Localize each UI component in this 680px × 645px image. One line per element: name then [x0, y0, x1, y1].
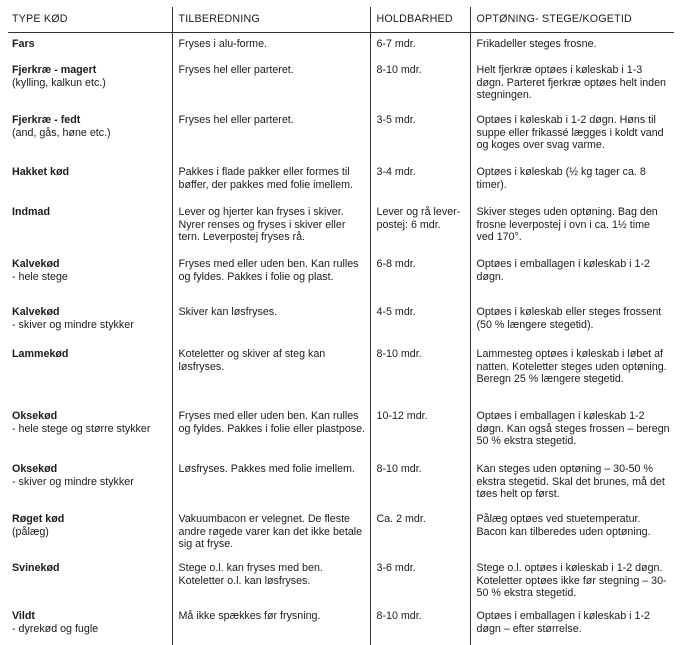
- preparation-cell: Løsfryses. Pakkes med folie imellem.: [172, 458, 370, 508]
- header-thawing: OPTØNING- STEGE/KOGETID: [470, 7, 674, 32]
- table-row: [8, 405, 674, 458]
- meat-type-subtitle: - hele stege: [12, 270, 68, 283]
- header-type: TYPE KØD: [8, 7, 172, 32]
- table-body: [8, 32, 674, 645]
- table-row: [8, 458, 674, 508]
- shelf-life-cell: 8-10 mdr.: [370, 605, 470, 645]
- meat-type-name: Hakket kød: [12, 166, 70, 179]
- table-row: [8, 201, 674, 253]
- table-row: [8, 605, 674, 645]
- table-row: [8, 161, 674, 201]
- header-shelf-life: HOLDBARHED: [370, 7, 470, 32]
- preparation-cell: Fryses med eller uden ben. Kan rulles og fyldes. Pakkes i folie og plast.: [172, 253, 370, 301]
- meat-type-name: Kalvekød: [12, 306, 60, 319]
- meat-type-name: Indmad: [12, 206, 51, 219]
- preparation-cell: Fryses hel eller parteret.: [172, 59, 370, 109]
- meat-type-name: Oksekød: [12, 410, 58, 423]
- shelf-life-cell: Ca. 2 mdr.: [370, 508, 470, 557]
- table-row: [8, 508, 674, 557]
- table-row: [8, 343, 674, 405]
- meat-type-cell: [8, 557, 172, 605]
- meat-type-cell: [8, 253, 172, 301]
- meat-type-name: Svinekød: [12, 562, 60, 575]
- shelf-life-cell: 3-5 mdr.: [370, 109, 470, 161]
- meat-type-subtitle: - hele stege og større stykker: [12, 422, 151, 435]
- meat-type-cell: [8, 109, 172, 161]
- shelf-life-cell: 8-10 mdr.: [370, 59, 470, 109]
- meat-type-cell: [8, 32, 172, 59]
- meat-type-subtitle: (kylling, kalkun etc.): [12, 76, 106, 89]
- meat-type-subtitle: (pålæg): [12, 525, 49, 538]
- meat-type-cell: [8, 59, 172, 109]
- thawing-cell: Optøes i køleskab eller steges frossent (50 % længere stegetid).: [470, 301, 674, 343]
- shelf-life-cell: 3-4 mdr.: [370, 161, 470, 201]
- thawing-cell: Optøes i emballagen i køleskab i 1-2 døgn.: [470, 253, 674, 301]
- thawing-cell: Lammesteg optøes i køleskab i løbet af natten. Koteletter steges uden optøning. Beregn 25 % længere stegetid.: [470, 343, 674, 405]
- preparation-cell: Skiver kan løsfryses.: [172, 301, 370, 343]
- thawing-cell: Stege o.l. optøes i køleskab i 1-2 døgn. Koteletter optøes ikke før stegning – 30-50 % ekstra stegetid.: [470, 557, 674, 605]
- shelf-life-cell: Lever og rå lever-postej: 6 mdr.: [370, 201, 470, 253]
- meat-type-name: Fjerkræ - magert: [12, 64, 97, 77]
- preparation-cell: Koteletter og skiver af steg kan løsfryses.: [172, 343, 370, 405]
- meat-type-cell: [8, 161, 172, 201]
- meat-type-cell: [8, 405, 172, 458]
- meat-type-name: Vildt: [12, 610, 35, 623]
- preparation-cell: Vakuumbacon er velegnet. De fleste andre røgede varer kan det ikke betale sig at fryse.: [172, 508, 370, 557]
- table-row: [8, 59, 674, 109]
- table-row: [8, 32, 674, 59]
- meat-type-name: Fars: [12, 37, 35, 50]
- meat-type-cell: [8, 201, 172, 253]
- meat-type-cell: [8, 508, 172, 557]
- preparation-cell: Må ikke spækkes før frysning.: [172, 605, 370, 645]
- thawing-cell: Optøes i emballagen i køleskab i 1-2 døgn – efter størrelse.: [470, 605, 674, 645]
- preparation-cell: Fryses med eller uden ben. Kan rulles og fyldes. Pakkes i folie eller plastpose.: [172, 405, 370, 458]
- preparation-cell: Fryses hel eller parteret.: [172, 109, 370, 161]
- shelf-life-cell: 4-5 mdr.: [370, 301, 470, 343]
- meat-type-cell: [8, 605, 172, 645]
- meat-type-name: Lammekød: [12, 348, 69, 361]
- table-row: [8, 109, 674, 161]
- meat-type-subtitle: - skiver og mindre stykker: [12, 318, 134, 331]
- shelf-life-cell: 10-12 mdr.: [370, 405, 470, 458]
- meat-type-name: Røget kød: [12, 513, 65, 526]
- shelf-life-cell: 6-7 mdr.: [370, 32, 470, 59]
- header-prep: TILBEREDNING: [172, 7, 370, 32]
- meat-type-cell: [8, 343, 172, 405]
- table-row: [8, 301, 674, 343]
- shelf-life-cell: 8-10 mdr.: [370, 343, 470, 405]
- thawing-cell: Frikadeller steges frosne.: [470, 32, 674, 59]
- meat-type-name: Kalvekød: [12, 258, 60, 271]
- thawing-cell: Optøes i køleskab i 1-2 døgn. Høns til suppe eller frikassé lægges i koldt vand og koges over svag varme.: [470, 109, 674, 161]
- shelf-life-cell: 6-8 mdr.: [370, 253, 470, 301]
- thawing-cell: Skiver steges uden optøning. Bag den frosne leverpostej i ovn i ca. 1½ time ved 170°.: [470, 201, 674, 253]
- thawing-cell: Kan steges uden optøning – 30-50 % ekstra stegetid. Skal det brunes, må det tøes helt op først.: [470, 458, 674, 508]
- shelf-life-cell: 8-10 mdr.: [370, 458, 470, 508]
- meat-type-subtitle: - dyrekød og fugle: [12, 622, 99, 635]
- table-row: [8, 557, 674, 605]
- meat-type-subtitle: - skiver og mindre stykker: [12, 475, 134, 488]
- shelf-life-cell: 3-6 mdr.: [370, 557, 470, 605]
- meat-type-name: Oksekød: [12, 463, 58, 476]
- meat-type-cell: [8, 301, 172, 343]
- thawing-cell: Helt fjerkræ optøes i køleskab i 1-3 døgn. Parteret fjerkræ optøes helt inden stegningen.: [470, 59, 674, 109]
- header-row: [8, 7, 674, 32]
- preparation-cell: Stege o.l. kan fryses med ben. Koteletter o.l. kan løsfryses.: [172, 557, 370, 605]
- preparation-cell: Lever og hjerter kan fryses i skiver. Nyrer renses og fryses i skiver eller tern. Leverpostej fryses rå.: [172, 201, 370, 253]
- thawing-cell: Pålæg optøes ved stuetemperatur. Bacon kan tilberedes uden optøning.: [470, 508, 674, 557]
- meat-type-name: Fjerkræ - fedt: [12, 114, 81, 127]
- thawing-cell: Optøes i køleskab (½ kg tager ca. 8 timer).: [470, 161, 674, 201]
- meat-type-subtitle: (and, gås, høne etc.): [12, 126, 111, 139]
- preparation-cell: Pakkes i flade pakker eller formes til bøffer, der pakkes med folie imellem.: [172, 161, 370, 201]
- meat-type-cell: [8, 458, 172, 508]
- freezing-table: [8, 7, 674, 645]
- table-row: [8, 253, 674, 301]
- thawing-cell: Optøes i emballagen i køleskab 1-2 døgn. Kan også steges frossen – beregn 50 % ekstra stegetid.: [470, 405, 674, 458]
- preparation-cell: Fryses i alu-forme.: [172, 32, 370, 59]
